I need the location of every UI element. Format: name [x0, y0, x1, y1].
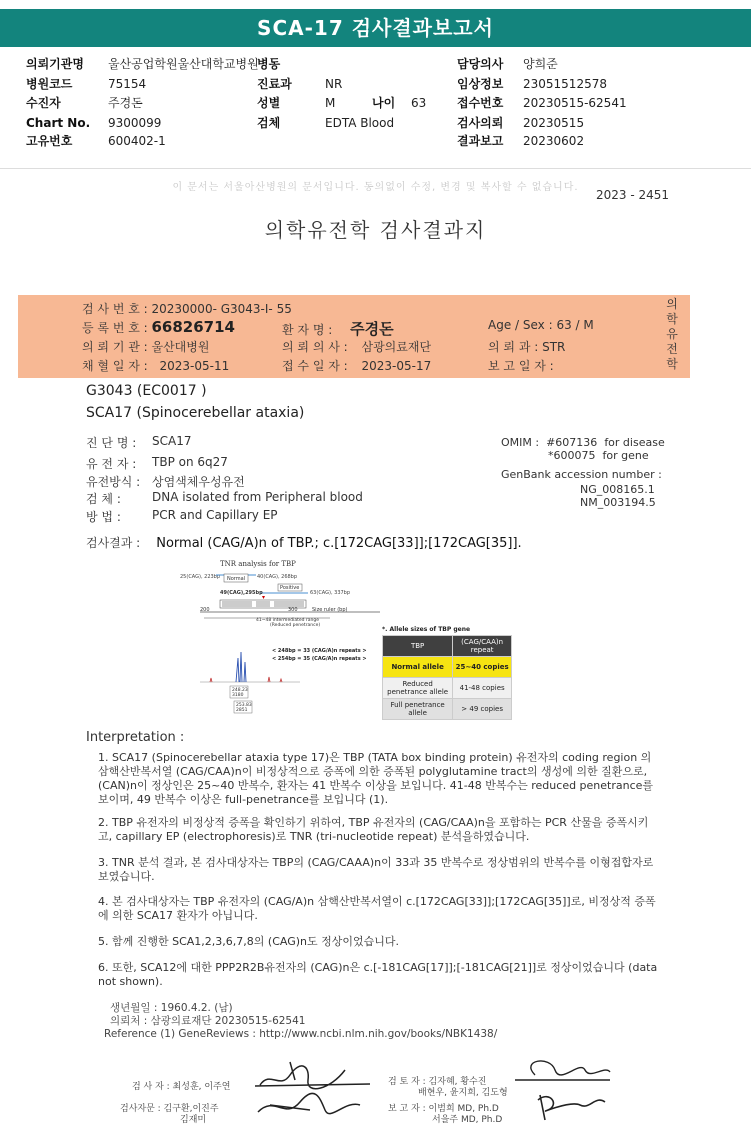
receipt-no-label: 접수번호 [457, 96, 504, 110]
allele-row-value: 25~40 copies [453, 657, 512, 678]
receive-date-value: 2023-05-17 [361, 359, 432, 373]
field-specimen [86, 490, 446, 506]
field-value: TBP on 6q27 [152, 455, 228, 469]
allele-row-label: Normal allele [383, 657, 453, 678]
omim-gene-note: for gene [602, 449, 649, 462]
collect-date-label: 채 혈 일 자 : [82, 359, 148, 373]
document-number: 2023 - 2451 [596, 188, 670, 202]
info-row [0, 133, 751, 149]
allele-head-1: TBP [383, 636, 453, 657]
gene-name: SCA17 (Spinocerebellar ataxia) [86, 405, 305, 421]
gene-code: G3043 (EC0017 ) [86, 383, 207, 399]
specimen-label: 검체 [257, 116, 281, 130]
chart-no-label: Chart No. [26, 116, 91, 130]
request-date-value: 20230515 [523, 116, 585, 130]
doctor-value: 양희준 [523, 57, 558, 71]
side-char: 의 [666, 297, 678, 311]
field-label: 방 법 : [86, 510, 121, 524]
fig-mid-label: 49(CAG),295bp [220, 590, 263, 596]
unique-no-value: 600402-1 [108, 134, 166, 148]
org-value: 울산대병원 [151, 340, 210, 354]
info-row [0, 56, 751, 72]
side-char: 학 [666, 357, 678, 371]
test-no-label: 검 사 번 호 : [82, 302, 148, 316]
fig-scale-left: 200 [200, 607, 210, 613]
birth-date: 생년월일 : 1960.4.2. (남) [110, 1002, 233, 1014]
side-char: 전 [666, 342, 678, 356]
org-label: 의 뢰 기 관 : [82, 340, 148, 354]
result-value: Normal (CAG/A)n of TBP.; c.[172CAG[33]];[172CAG[35]]. [156, 536, 522, 551]
doctor-label: 담당의사 [457, 57, 504, 71]
department-value: NR [325, 77, 343, 91]
hospital-code-label: 병원코드 [26, 77, 73, 91]
fig-positive-label: Positive [280, 585, 300, 591]
allele-row-value: 41-48 copies [453, 678, 512, 699]
clinical-info-value: 23051512578 [523, 77, 607, 91]
omim-label: OMIM : [501, 436, 540, 449]
interpretation-paragraph: 4. 본 검사대상자는 TBP 유전자의 (CAG/A)n 삼핵산반복서열이 c.[172CAG[33]];[172CAG[35]]로, 비정상적 증폭에 의한 SCA17 환자가 아닙니다. [98, 895, 656, 922]
document-title: 의학유전학 검사결과지 [264, 218, 487, 242]
report-date-value: 20230602 [523, 134, 585, 148]
hospital-code-value: 75154 [108, 77, 147, 91]
interpretation-paragraph: 2. TBP 유전자의 비정상적 증폭을 확인하기 위하여, TBP 유전자의 (CAG/CAA)n을 포함하는 PCR 산물을 증폭시키고, capillary EP (electrophoresis)로 TNR (tri-nucleotide repeat) 분석을하였습니다. [98, 816, 649, 843]
field-label: 진 단 명 : [86, 436, 137, 450]
fig-ruler-label: Size ruler (bp) [312, 607, 348, 613]
field-value: DNA isolated from Peripheral blood [152, 490, 363, 504]
interpretation-paragraph: 6. 또한, SCA12에 대한 PPP2R2B유전자의 (CAG)n은 c.[-181CAG[17]];[-181CAG[21]]로 정상이었습니다 (data not shown). [98, 961, 658, 988]
collect-date-value: 2023-05-11 [159, 359, 230, 373]
figure-title: TNR analysis for TBP [220, 560, 296, 568]
field-label: 유 전 자 : [86, 457, 137, 471]
ref-dept-value: STR [542, 340, 566, 354]
test-no-value: 20230000- G3043-Ⅰ- 55 [151, 302, 292, 316]
allele-row-label: Full penetrance allele [383, 699, 453, 720]
age-sex-value: 63 / M [556, 318, 594, 332]
field-label: 유전방식 : [86, 475, 141, 489]
tester-advisor-label: 검사자문 : 김구환,이진주 [120, 1104, 219, 1114]
field-method [86, 508, 446, 524]
test-result [86, 534, 522, 551]
field-inheritance [86, 473, 446, 489]
tester-advisor-label-2: 김재미 [180, 1115, 207, 1125]
interpretation-title: Interpretation : [86, 730, 185, 745]
side-char: 유 [666, 327, 678, 341]
patient-label: 수진자 [26, 96, 61, 110]
allele-caption: *. Allele sizes of TBP gene [382, 626, 471, 633]
interpretation-paragraph: 3. TNR 분석 결과, 본 검사대상자는 TBP의 (CAG/CAAA)n이 33과 35 반복수로 정상범위의 반복수를 이형접합자로 보였습니다. [98, 856, 654, 883]
fig-box2a: 253.83 [236, 703, 252, 708]
genbank-nm: NM_003194.5 [580, 496, 656, 509]
field-value: 상염색체우성유전 [152, 475, 245, 489]
reviewer-signature [510, 1050, 620, 1125]
field-gene [86, 455, 446, 471]
receive-date-label: 접 수 일 자 : [282, 359, 348, 373]
fig-right-label: 40(CAG), 268bp [257, 574, 298, 580]
field-value: SCA17 [152, 434, 192, 448]
age-value: 63 [411, 96, 427, 110]
ref-dept-label: 의 뢰 과 : [488, 340, 539, 354]
result-label: 검사결과 : [86, 536, 141, 550]
chart-no-value: 9300099 [108, 116, 162, 130]
fig-box2b: 2851 [236, 708, 248, 713]
fig-far-label: 63(CAG), 337bp [310, 590, 351, 596]
fig-scale-right: 300 [288, 607, 298, 613]
omim-disease: #607136 [546, 436, 598, 449]
info-row [0, 95, 751, 111]
reviewer-label-2: 배현우, 윤지희, 김도형 [418, 1088, 508, 1098]
allele-size-table [382, 626, 512, 720]
fig-peak2: < 254bp = 35 (CAG/A)n repeats > [272, 656, 367, 662]
fig-range-note2: (Reduced penetrance) [270, 623, 321, 628]
requester-info: 의뢰처 : 삼광의료재단 20230515-62541 [110, 1015, 306, 1027]
reg-no-label: 등 록 번 호 : [82, 321, 148, 335]
patient-name-label: 환 자 명 : [282, 323, 333, 337]
age-sex-label: Age / Sex : [488, 318, 553, 332]
report-title: SCA-17 검사결과보고서 [0, 9, 751, 47]
field-value: PCR and Capillary EP [152, 508, 278, 522]
side-vertical-text [664, 297, 680, 372]
request-date-label: 검사의뢰 [457, 116, 504, 130]
fig-left-label: 25(CAG), 223bp [180, 574, 221, 580]
info-row [0, 76, 751, 92]
age-label: 나이 [372, 96, 396, 110]
side-char: 학 [666, 312, 678, 326]
field-label: 검 체 : [86, 492, 121, 506]
genbank-label: GenBank accession number : [501, 468, 662, 481]
fig-range-note: 41~48 intermediated range [256, 618, 319, 623]
fig-box1b: 3180 [232, 693, 244, 698]
sex-value: M [325, 96, 336, 110]
allele-row-label: Reduced penetrance allele [383, 678, 453, 699]
sex-label: 성별 [257, 96, 281, 110]
document-watermark: 이 문서는 서울아산병원의 문서입니다. 동의없이 수정, 변경 및 복사할 수 없습니다. [172, 182, 579, 193]
reviewer-label: 검 토 자 : 김자혜, 황수진 [388, 1077, 487, 1087]
unique-no-label: 고유번호 [26, 134, 73, 148]
genbank-ng: NG_008165.1 [580, 483, 655, 496]
allele-head-2: (CAG/CAA)n repeat [453, 636, 512, 657]
interpretation-paragraph: 1. SCA17 (Spinocerebellar ataxia type 17)은 TBP (TATA box binding protein) 유전자의 coding region 의 삼핵산반복서열 (CAG/CAA)n이 비정상적으로 증폭에 의한 증폭된 polyglutamine tract의 생성에 의한 질환으로, (CAN)n이 정상인은 25~40 반복수, 환자는 41 반복수 이상을 보입니다. 41-48 반복수는 reduced penetrance를 보이며, 49 반복수 이상은 full-penetrance를 보입니다 (1). [98, 751, 654, 806]
report-date-label: 결과보고 [457, 134, 504, 148]
ref-doctor-label: 의 뢰 의 사 : [282, 340, 348, 354]
reference: Reference (1) GeneReviews : http://www.ncbi.nlm.nih.gov/books/NBK1438/ [104, 1028, 498, 1040]
department-label: 진료과 [257, 77, 292, 91]
allele-row-value: > 49 copies [453, 699, 512, 720]
patient-value: 주경돈 [108, 96, 143, 110]
ward-label: 병동 [257, 57, 281, 71]
patient-band [18, 295, 690, 378]
receipt-no-value: 20230515-62541 [523, 96, 627, 110]
reg-no-value: 66826714 [151, 318, 235, 336]
field-diagnosis [86, 434, 446, 450]
requesting-org-value: 울산공업학원울산대학교병원 [108, 57, 259, 71]
fig-peak1: < 248bp = 33 (CAG/A)n repeats > [272, 648, 367, 654]
ref-doctor-value: 삼광의료재단 [361, 340, 432, 354]
reporter-label: 보 고 자 : 이범희 MD, Ph.D [388, 1104, 499, 1114]
tester-signature [250, 1050, 380, 1125]
specimen-value: EDTA Blood [325, 116, 395, 130]
omim-disease-note: for disease [604, 436, 665, 449]
clinical-info-label: 임상정보 [457, 77, 504, 91]
tester-label: 검 사 자 : 최성훈, 이주연 [132, 1082, 231, 1092]
fig-box1a: 248.23 [232, 688, 248, 693]
requesting-org-label: 의뢰기관명 [26, 57, 84, 71]
info-row [0, 115, 751, 131]
report-date-band-label: 보 고 일 자 : [488, 359, 554, 373]
fig-normal-label: Normal [227, 576, 246, 582]
omim-gene: *600075 [548, 449, 596, 462]
interpretation-paragraph: 5. 함께 진행한 SCA1,2,3,6,7,8의 (CAG)n도 정상이었습니다. [98, 935, 399, 948]
reporter-label-2: 서을주 MD, Ph.D [432, 1115, 503, 1125]
patient-name-value: 주경돈 [350, 320, 394, 338]
